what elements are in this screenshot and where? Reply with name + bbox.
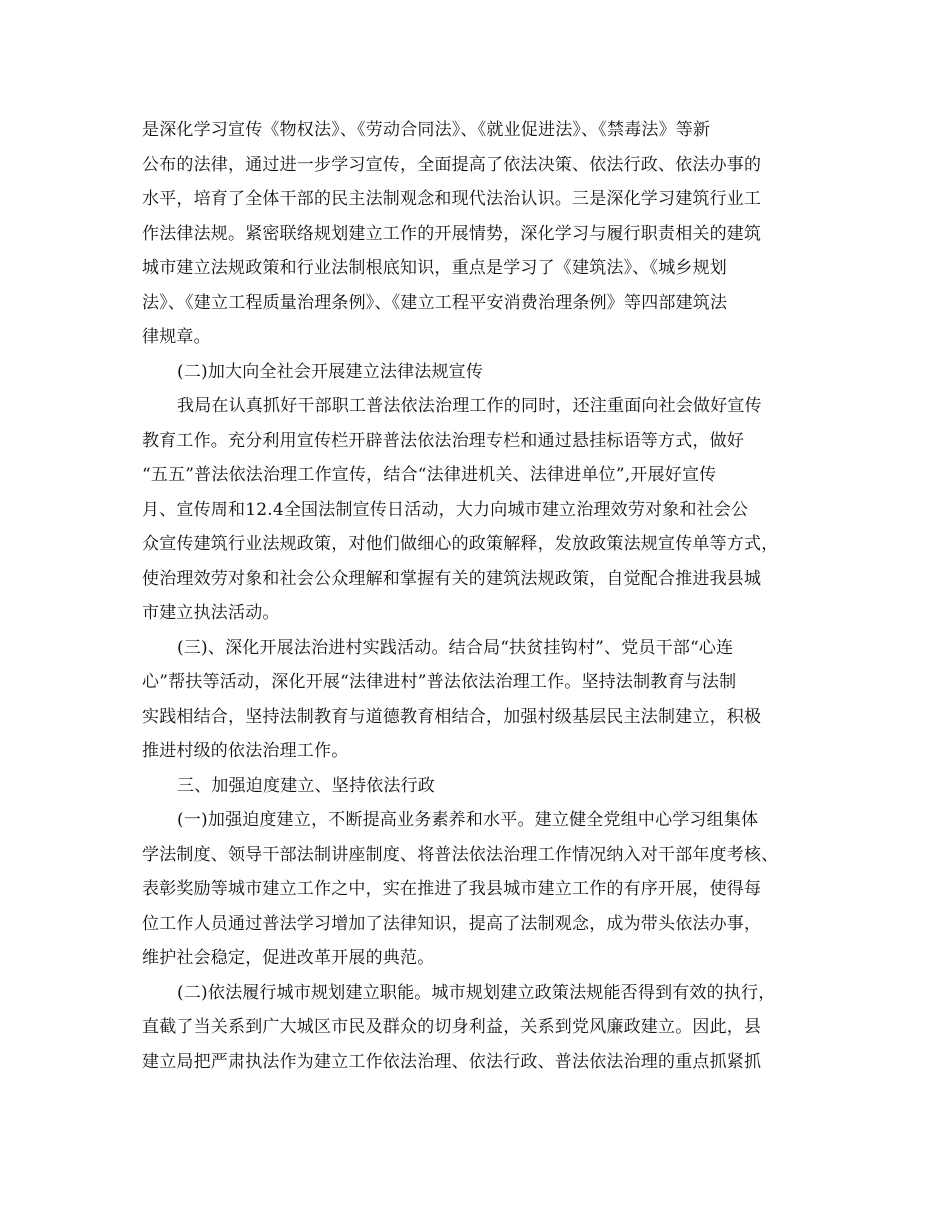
text-line: 学法制度、领导干部法制讲座制度、将普法依法治理工作情况纳入对干部年度考核、 xyxy=(142,844,779,865)
text-line: 三、加强迫度建立、坚持依法行政 xyxy=(177,775,435,796)
text-line: “五五”普法依法治理工作宣传，结合“法律进机关、法律进单位”,开展好宣传 xyxy=(142,465,717,485)
text-line: 月、宣传周和12.4全国法制宣传日活动，大力向城市建立治理效劳对象和社会公 xyxy=(142,499,749,520)
text-line: 表彰奖励等城市建立工作之中，实在推进了我县城市建立工作的有序开展，使得每 xyxy=(142,879,762,899)
text-line: 维护社会稳定，促进改革开展的典范。 xyxy=(142,948,435,968)
text-line: (三)、深化开展法治进村实践活动。结合局“扶贫挂钩村”、党员干部“心连 xyxy=(177,637,734,658)
text-line: 众宣传建筑行业法规政策，对他们做细心的政策解释，发放政策法规宣传单等方式， xyxy=(142,534,779,554)
text-line: 使治理效劳对象和社会公众理解和掌握有关的建筑法规政策，自觉配合推进我县城 xyxy=(142,568,762,589)
text-line: (二)依法履行城市规划建立职能。城市规划建立政策法规能否得到有效的执行， xyxy=(177,982,776,1003)
text-line: 我局在认真抓好干部职工普法依法治理工作的同时，还注重面向社会做好宣传 xyxy=(177,396,762,416)
text-line: (二)加大向全社会开展建立法律法规宣传 xyxy=(177,361,484,382)
text-line: 市建立执法活动。 xyxy=(142,603,280,623)
text-line: 律规章。 xyxy=(142,327,211,347)
text-line: 城市建立法规政策和行业法制根底知识，重点是学习了《建筑法》、《城乡规划 xyxy=(142,258,727,278)
text-line: 水平，培育了全体干部的民主法制观念和现代法治认识。三是深化学习建筑行业工 xyxy=(142,189,762,209)
text-line: 教育工作。充分利用宣传栏开辟普法依法治理专栏和通过悬挂标语等方式，做好 xyxy=(142,430,744,451)
text-line: 实践相结合，坚持法制教育与道德教育相结合，加强村级基层民主法制建立，积极 xyxy=(142,706,762,727)
text-line: 直截了当关系到广大城区市民及群众的切身利益，关系到党风廉政建立。因此，县 xyxy=(142,1017,762,1037)
text-line: (一)加强迫度建立，不断提高业务素养和水平。建立健全党组中心学习组集体 xyxy=(177,810,759,830)
text-line: 心”帮扶等活动，深化开展“法律进村”普法依法治理工作。坚持法制教育与法制 xyxy=(142,672,737,692)
text-line: 公布的法律，通过进一步学习宣传，全面提高了依法决策、依法行政、依法办事的 xyxy=(142,154,762,175)
text-line: 建立局把严肃执法作为建立工作依法治理、依法行政、普法依法治理的重点抓紧抓 xyxy=(142,1051,762,1072)
document-body xyxy=(142,113,822,1079)
text-line: 作法律法规。紧密联络规划建立工作的开展情势，深化学习与履行职责相关的建筑 xyxy=(142,223,762,244)
text-line: 是深化学习宣传《物权法》、《劳动合同法》、《就业促进法》、《禁毒法》等新 xyxy=(142,120,711,140)
text-line: 位工作人员通过普法学习增加了法律知识，提高了法制观念，成为带头依法办事， xyxy=(142,913,762,934)
text-line: 法》、《建立工程质量治理条例》、《建立工程平安消费治理条例》等四部建筑法 xyxy=(142,292,728,313)
text-line: 推进村级的依法治理工作。 xyxy=(142,741,349,761)
